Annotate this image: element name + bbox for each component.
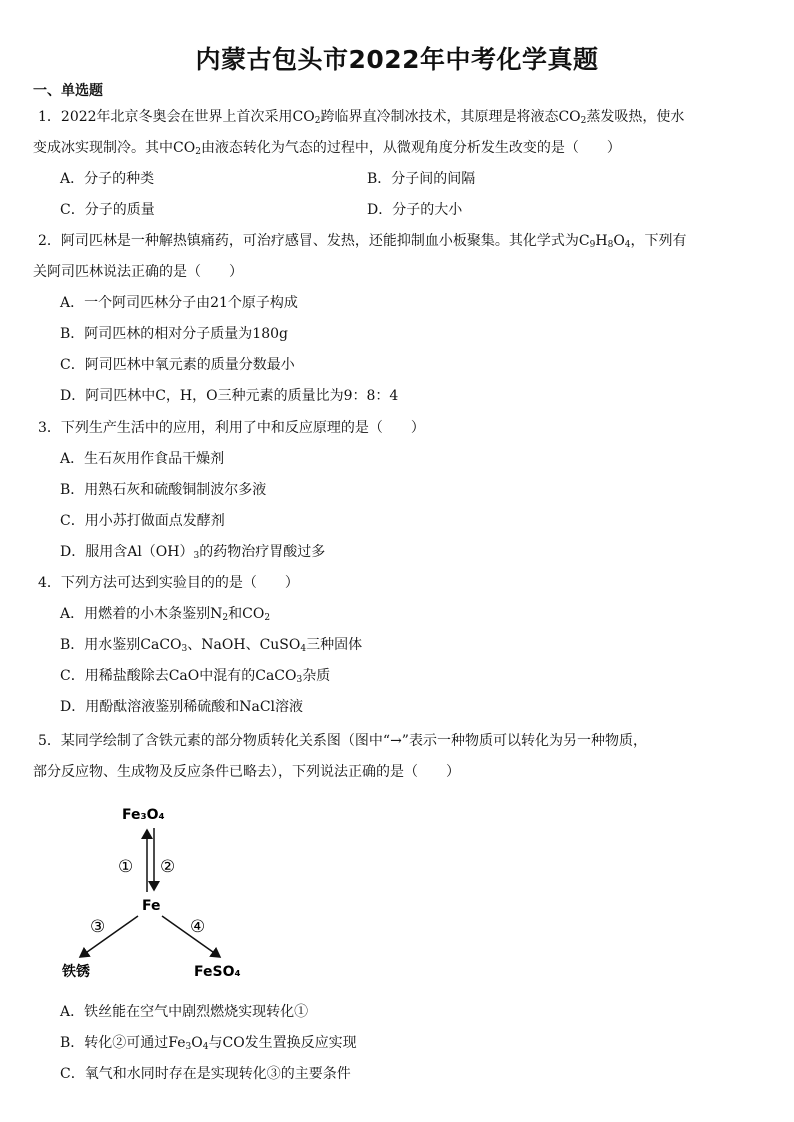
question-4-option-c: C．用稀盐酸除去CaO中混有的CaCO$_3$杂质 bbox=[60, 668, 331, 685]
arrow-4-number: ④ bbox=[190, 917, 206, 937]
question-1-line-2: 变成冰实现制冷。其中$CO_2$由液态转化为气态的过程中，从微观角度分析发生改变的是（ ） bbox=[33, 140, 621, 157]
question-1-option-c: C．分子的质量 bbox=[60, 202, 155, 218]
fe-label: Fe bbox=[142, 898, 161, 914]
question-2-option-b: B．阿司匹林的相对分子质量为180g bbox=[60, 326, 288, 342]
question-5-line-1: 5．某同学绘制了含铁元素的部分物质转化关系图（图中“→”表示一种物质可以转化为另一种物质， bbox=[38, 733, 647, 749]
arrow-2-number: ② bbox=[160, 857, 176, 877]
rust-label: 铁锈 bbox=[62, 964, 90, 980]
question-3-option-d: D．服用含$Al(OH)_3$的药物治疗胃酸过多 bbox=[60, 544, 326, 561]
question-1-option-a: A．分子的种类 bbox=[60, 171, 155, 187]
question-5-option-c: C．氧气和水同时存在是实现转化③的主要条件 bbox=[60, 1066, 351, 1082]
question-4-line-1: 4．下列方法可达到实验目的的是（ ） bbox=[38, 575, 299, 591]
question-1-option-b: B．分子间的间隔 bbox=[367, 171, 476, 187]
fe3o4-label: Fe₃O₄ bbox=[122, 807, 165, 823]
arrow-3 bbox=[80, 916, 138, 957]
question-1-line-1: 1．2022年北京冬奥会在世界上首次采用$CO_2$跨临界直冷制冰技术，其原理是将液态$CO_2$蒸发吸热，使水 bbox=[38, 109, 685, 126]
question-5-line-2: 部分反应物、生成物及反应条件已略去），下列说法正确的是（ ） bbox=[33, 764, 460, 780]
question-3-option-c: C．用小苏打做面点发酵剂 bbox=[60, 513, 225, 529]
section-heading: 一、单选题 bbox=[33, 83, 103, 99]
question-5-option-a: A．铁丝能在空气中剧烈燃烧实现转化① bbox=[60, 1004, 309, 1020]
question-4-option-d: D．用酚酞溶液鉴别稀硫酸和NaCl溶液 bbox=[60, 699, 304, 715]
question-2-line-2: 关阿司匹林说法正确的是（ ） bbox=[33, 264, 243, 280]
question-3-option-a: A．生石灰用作食品干燥剂 bbox=[60, 451, 225, 467]
question-2-line-1: 2．阿司匹林是一种解热镇痛药，可治疗感冒、发热，还能抑制血小板聚集。其化学式为$C_9H_8O_4$，下列有 bbox=[38, 233, 687, 250]
question-3-line-1: 3．下列生产生活中的应用，利用了中和反应原理的是（ ） bbox=[38, 420, 425, 436]
feso4-label: FeSO₄ bbox=[194, 964, 241, 980]
arrow-1-number: ① bbox=[118, 857, 134, 877]
question-5-option-b: B．转化②可通过$Fe_3O_4$与CO发生置换反应实现 bbox=[60, 1035, 357, 1052]
question-3-option-b: B．用熟石灰和硫酸铜制波尔多液 bbox=[60, 482, 267, 498]
question-2-option-d: D．阿司匹林中C，H，O三种元素的质量比为9：8：4 bbox=[60, 388, 399, 404]
question-2-option-a: A．一个阿司匹林分子由21个原子构成 bbox=[60, 295, 298, 311]
question-4-option-a: A．用燃着的小木条鉴别$N_2$和$CO_2$ bbox=[60, 606, 271, 623]
question-4-option-b: B．用水鉴别CaCO$_3$、NaOH、CuSO$_4$三种固体 bbox=[60, 637, 363, 654]
question-2-option-c: C．阿司匹林中氧元素的质量分数最小 bbox=[60, 357, 295, 373]
iron-conversion-diagram bbox=[50, 800, 280, 985]
question-1-option-d: D．分子的大小 bbox=[367, 202, 463, 218]
arrow-3-number: ③ bbox=[90, 917, 106, 937]
page-title: 内蒙古包头市2022年中考化学真题 bbox=[195, 45, 599, 74]
